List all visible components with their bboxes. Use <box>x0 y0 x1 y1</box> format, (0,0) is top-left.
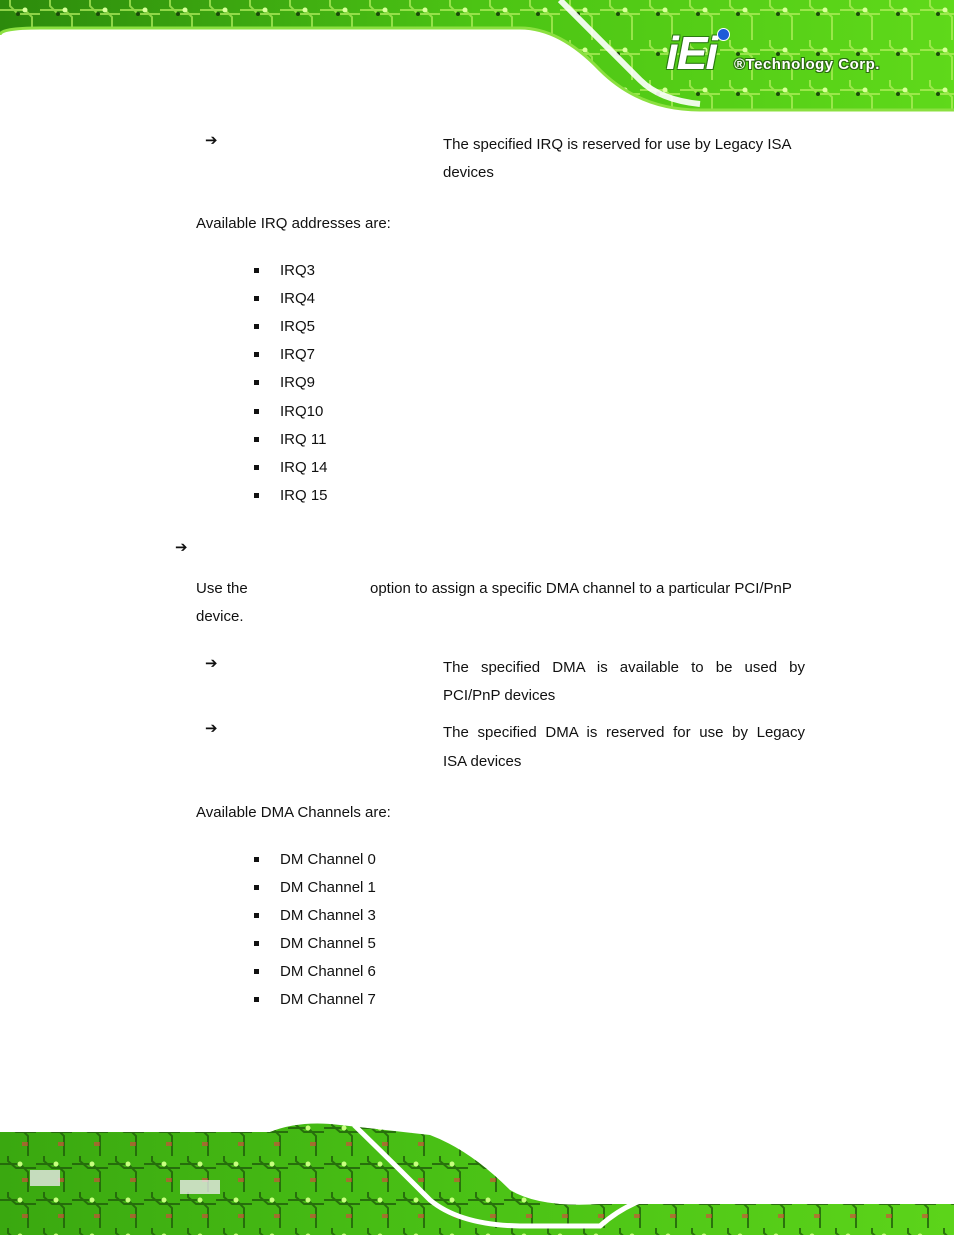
logo-text: ®Technology Corp. <box>734 56 880 73</box>
square-bullet-icon <box>254 465 259 470</box>
list-item: IRQ 11 <box>280 431 327 448</box>
logo-dot-icon <box>717 28 730 41</box>
dma-legacy-description-line2: ISA devices <box>443 753 522 770</box>
list-item: IRQ 14 <box>280 459 328 476</box>
dma-legacy-description-line1: The specified DMA is reserved for use by Legacy <box>443 724 805 741</box>
dma-pnp-description-line1: The specified DMA is available to be used by <box>443 659 805 676</box>
page-footer-banner <box>0 1120 954 1235</box>
square-bullet-icon <box>254 437 259 442</box>
list-item: DM Channel 0 <box>280 851 376 868</box>
square-bullet-icon <box>254 913 259 918</box>
square-bullet-icon <box>254 969 259 974</box>
right-arrow-icon: ➔ <box>205 131 218 149</box>
list-item: IRQ9 <box>280 374 316 391</box>
square-bullet-icon <box>254 493 259 498</box>
list-item: DM Channel 6 <box>280 963 376 980</box>
square-bullet-icon <box>254 941 259 946</box>
list-item: IRQ10 <box>280 403 324 420</box>
company-logo <box>666 27 926 80</box>
right-arrow-icon: ➔ <box>175 538 188 556</box>
dma-intro-suffix: option to assign a specific DMA channel to a particular PCI/PnP <box>370 580 792 597</box>
irq-legacy-description-line2: devices <box>443 164 494 181</box>
dma-channels-intro: Available DMA Channels are: <box>196 804 391 821</box>
irq-intro-text: Available IRQ addresses are: <box>196 215 391 232</box>
list-item: IRQ4 <box>280 290 316 307</box>
list-item: DM Channel 5 <box>280 935 376 952</box>
list-item: IRQ3 <box>280 262 316 279</box>
square-bullet-icon <box>254 885 259 890</box>
square-bullet-icon <box>254 268 259 273</box>
right-arrow-icon: ➔ <box>205 719 218 737</box>
page-header-banner <box>0 0 954 112</box>
dma-pnp-description-line2: PCI/PnP devices <box>443 687 556 704</box>
square-bullet-icon <box>254 857 259 862</box>
list-item: DM Channel 1 <box>280 879 376 896</box>
dma-intro-line2: device. <box>196 608 244 625</box>
list-item: IRQ 15 <box>280 487 328 504</box>
square-bullet-icon <box>254 296 259 301</box>
square-bullet-icon <box>254 380 259 385</box>
dma-intro-prefix: Use the <box>196 580 248 597</box>
list-item: IRQ5 <box>280 318 316 335</box>
square-bullet-icon <box>254 409 259 414</box>
list-item: DM Channel 3 <box>280 907 376 924</box>
logo-mark: iEi <box>666 27 717 79</box>
right-arrow-icon: ➔ <box>205 654 218 672</box>
list-item: IRQ7 <box>280 346 316 363</box>
list-item: DM Channel 7 <box>280 991 376 1008</box>
circuit-board-footer-graphic <box>0 1120 954 1235</box>
square-bullet-icon <box>254 352 259 357</box>
square-bullet-icon <box>254 324 259 329</box>
square-bullet-icon <box>254 997 259 1002</box>
irq-legacy-description-line1: The specified IRQ is reserved for use by Legacy ISA <box>443 136 792 153</box>
